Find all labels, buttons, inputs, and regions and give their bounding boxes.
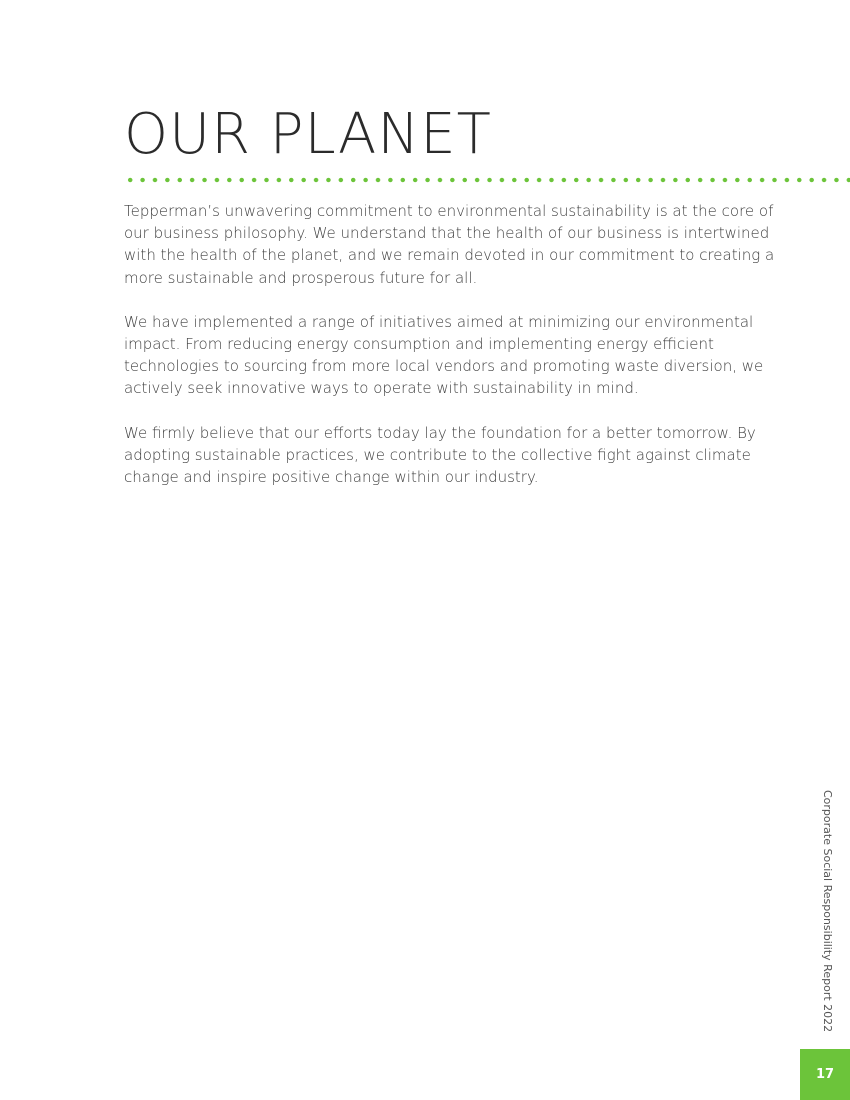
page-title: OUR PLANET — [124, 102, 492, 167]
body-text — [124, 200, 794, 510]
report-side-label: Corporate Social Responsibility Report 2022 — [821, 790, 834, 1033]
dotted-divider — [124, 177, 850, 183]
page-number: 17 — [815, 1067, 835, 1082]
paragraph-initiatives: We have implemented a range of initiatives aimed at minimizing our environmental impact. From reducing energy consumption and implementing energy efficient technologies to sourcing from more local vendors and promoting waste diversion, we actively seek innovative ways to operate with sustainability in mind. — [124, 312, 764, 398]
paragraph-intro: Tepperman’s unwavering commitment to environmental sustainability is at the core of our business philosophy. We understand that the health of our business is intertwined with the health of the planet, and we remain devoted in our commitment to creating a more sustainable and prosperous future for all. — [124, 202, 775, 287]
paragraph-commitment: We firmly believe that our efforts today lay the foundation for a better tomorrow. By adopting sustainable practices, we contribute to the collective fight against climate change and inspire positive change within our industry. — [124, 423, 756, 487]
page-number-badge — [800, 1049, 850, 1100]
